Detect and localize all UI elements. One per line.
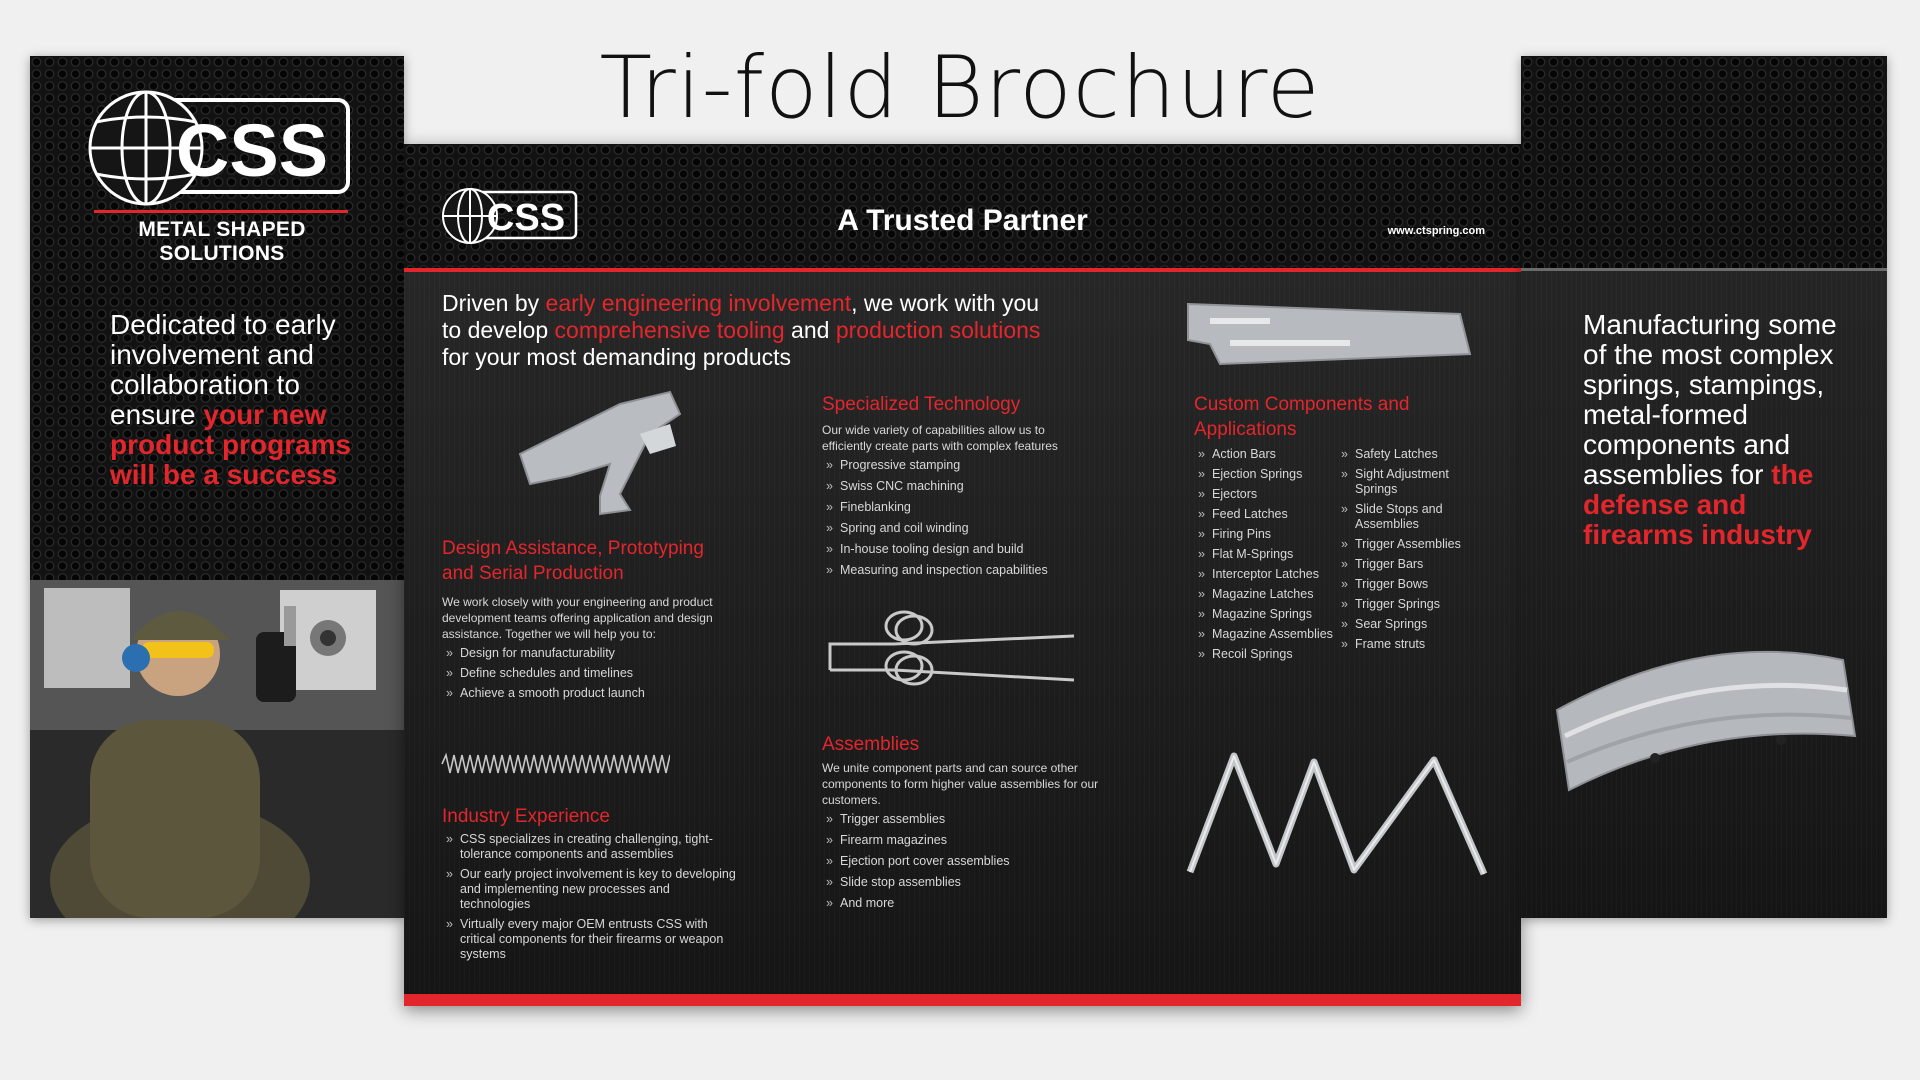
shooter-photo	[30, 580, 404, 918]
specialized-bullets	[822, 458, 1102, 584]
list-item: » Virtually every major OEM entrusts CSS with critical components for their firearms or weapon systems	[442, 917, 742, 962]
list-item: » CSS specializes in creating challenging, tight-tolerance components and assemblies	[442, 832, 742, 862]
list-item: » Define schedules and timelines	[442, 666, 742, 681]
intro-part: for your most demanding products	[442, 344, 792, 370]
custom-list-col1	[1194, 447, 1334, 667]
list-item: » Achieve a smooth product launch	[442, 686, 742, 701]
intro-part: Driven by	[442, 290, 546, 316]
intro-highlight: early engineering involvement	[545, 290, 852, 316]
list-item: » In-house tooling design and build	[822, 542, 1102, 557]
industry-title: Industry Experience	[442, 806, 610, 827]
logo-small-text: CSS	[486, 197, 566, 239]
list-item: » Trigger Bars	[1337, 557, 1487, 572]
list-item: » Trigger Bows	[1337, 577, 1487, 592]
assemblies-title: Assemblies	[822, 734, 920, 755]
assemblies-bullets	[822, 812, 1102, 917]
list-item: » Ejection Springs	[1194, 467, 1334, 482]
list-item: » Safety Latches	[1337, 447, 1487, 462]
list-item: » Our early project involvement is key to developing and implementing new processes and technologies	[442, 867, 742, 912]
list-item: » Firearm magazines	[822, 833, 1102, 848]
header-red-line	[404, 268, 1521, 272]
magazine-part-image	[1180, 294, 1480, 374]
headline: A Trusted Partner	[837, 204, 1088, 237]
right-panel	[1521, 56, 1887, 918]
flat-m-spring-image	[1184, 744, 1494, 884]
left-pitch-plain: Dedicated to early involvement and collaboration to ensure	[110, 309, 336, 430]
right-header-band	[1521, 56, 1887, 268]
tagline: METAL SHAPED SOLUTIONS	[138, 218, 306, 265]
list-item: » Flat M-Springs	[1194, 547, 1334, 562]
css-logo	[84, 82, 354, 212]
list-item: » Fineblanking	[822, 500, 1102, 515]
list-item: » Magazine Springs	[1194, 607, 1334, 622]
list-item: » Trigger assemblies	[822, 812, 1102, 827]
list-item: » Measuring and inspection capabilities	[822, 563, 1102, 578]
specialized-body: Our wide variety of capabilities allow us to efficiently create parts with complex features	[822, 423, 1058, 453]
logo-text: CSS	[175, 109, 329, 192]
list-item: » Design for manufacturability	[442, 646, 742, 661]
list-item: » Ejectors	[1194, 487, 1334, 502]
list-item: » Spring and coil winding	[822, 521, 1102, 536]
list-item: » Sight Adjustment Springs	[1337, 467, 1487, 497]
design-body: We work closely with your engineering and product development teams offering application and design assistance. Together we will help you to:	[442, 595, 713, 641]
custom-list-col2	[1337, 447, 1487, 657]
intro-part: , we work with you to develop	[442, 290, 1040, 343]
logo-divider	[94, 210, 348, 213]
list-item: » Sear Springs	[1337, 617, 1487, 632]
design-bullets	[442, 646, 742, 706]
left-panel	[30, 56, 404, 918]
right-pitch	[1583, 310, 1853, 550]
left-pitch-highlight: your new product programs will be a success	[110, 399, 352, 490]
intro-highlight: comprehensive tooling	[554, 317, 785, 343]
design-title: Design Assistance, Prototyping and Serial Production	[442, 538, 704, 584]
list-item: » Slide stop assemblies	[822, 875, 1102, 890]
intro-highlight: production solutions	[835, 317, 1041, 343]
list-item: » Swiss CNC machining	[822, 479, 1102, 494]
center-panel	[404, 144, 1521, 1006]
list-item: » Interceptor Latches	[1194, 567, 1334, 582]
page-title: Tri-fold Brochure	[599, 38, 1321, 138]
right-divider	[1521, 268, 1887, 271]
assemblies-body: We unite component parts and can source other components to form higher value assemblies for our customers.	[822, 761, 1099, 807]
trigger-part-image	[500, 384, 710, 524]
compression-spring-image	[440, 752, 670, 776]
list-item: » Action Bars	[1194, 447, 1334, 462]
torsion-spring-image	[824, 604, 1074, 694]
left-pitch	[110, 310, 370, 490]
specialized-title: Specialized Technology	[822, 394, 1021, 415]
industry-bullets	[442, 832, 742, 967]
list-item: » Magazine Assemblies	[1194, 627, 1334, 642]
curved-magazine-image	[1543, 640, 1863, 810]
list-item: » Trigger Springs	[1337, 597, 1487, 612]
list-item: » Progressive stamping	[822, 458, 1102, 473]
list-item: » And more	[822, 896, 1102, 911]
list-item: » Magazine Latches	[1194, 587, 1334, 602]
custom-title: Custom Components and Applications	[1194, 394, 1410, 440]
list-item: » Recoil Springs	[1194, 647, 1334, 662]
footer-red-bar	[404, 994, 1521, 1006]
list-item: » Frame struts	[1337, 637, 1487, 652]
list-item: » Trigger Assemblies	[1337, 537, 1487, 552]
list-item: » Ejection port cover assemblies	[822, 854, 1102, 869]
list-item: » Slide Stops and Assemblies	[1337, 502, 1487, 532]
intro-part: and	[784, 317, 836, 343]
intro-text	[442, 290, 1042, 371]
list-item: » Feed Latches	[1194, 507, 1334, 522]
right-pitch-highlight: the defense and firearms industry	[1583, 459, 1814, 550]
website-url[interactable]: www.ctspring.com	[1387, 225, 1485, 237]
right-pitch-plain: Manufacturing some of the most complex springs, stampings, metal-formed components and assemblies for	[1583, 309, 1837, 490]
list-item: » Firing Pins	[1194, 527, 1334, 542]
